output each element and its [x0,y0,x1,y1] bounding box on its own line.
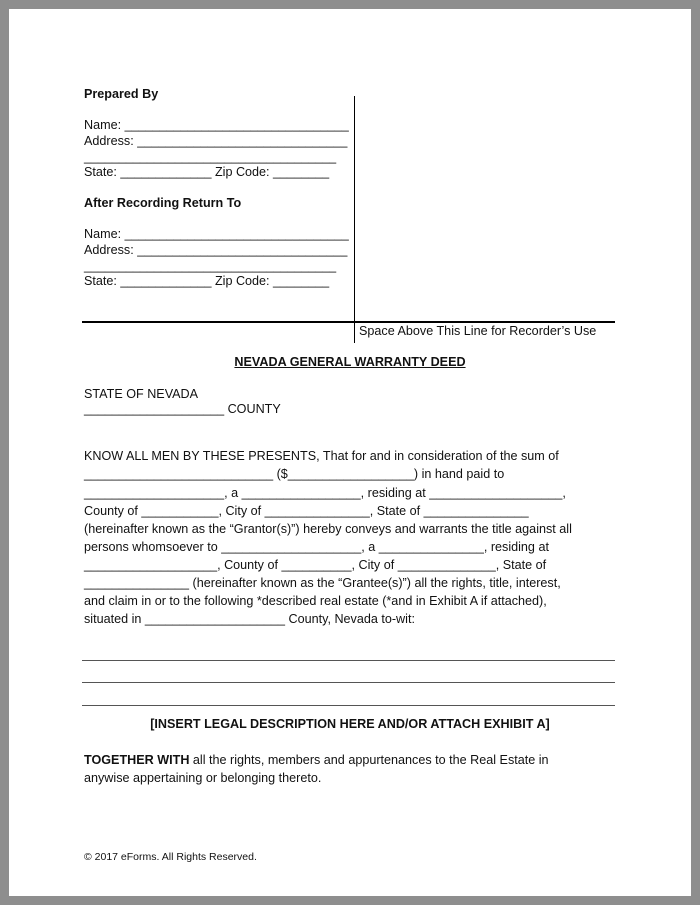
body-line-9: and claim in or to the following *described real estate (*and in Exhibit A if attached), [84,594,547,608]
body-line-5: (hereinafter known as the “Grantor(s)”) hereby conveys and warrants the title against all [84,522,572,536]
body-line-4[interactable]: County of ___________, City of _______________, State of _______________ [84,504,529,518]
return-to-name-field[interactable]: Name: ________________________________ [84,227,349,241]
return-to-address-line2[interactable]: ____________________________________ [84,259,337,273]
return-to-heading: After Recording Return To [84,196,242,210]
body-line-10[interactable]: situated in ____________________ County, Nevada to-wit: [84,612,415,626]
legal-description-line-1[interactable] [82,660,615,661]
legal-description-line-2[interactable] [82,682,615,683]
together-with-label: TOGETHER WITH [84,753,190,767]
together-with-text: all the rights, members and appurtenances to the Real Estate in [189,753,549,767]
legal-description-instruction: [INSERT LEGAL DESCRIPTION HERE AND/OR ATTACH EXHIBIT A] [150,717,550,731]
document-title: NEVADA GENERAL WARRANTY DEED [234,355,466,369]
prepared-by-address-line2[interactable]: ____________________________________ [84,150,337,164]
together-with-line-1 [84,752,549,768]
body-line-2[interactable]: ___________________________ ($__________________) in hand paid to [84,467,505,481]
body-line-1: KNOW ALL MEN BY THESE PRESENTS, That for and in consideration of the sum of [84,449,559,463]
prepared-by-name-field[interactable]: Name: ________________________________ [84,118,349,132]
return-to-state-zip-field[interactable]: State: _____________ Zip Code: ________ [84,274,330,288]
prepared-by-heading: Prepared By [84,87,159,101]
recorder-space-tick [354,321,355,329]
legal-description-line-3[interactable] [82,705,615,706]
prepared-by-state-zip-field[interactable]: State: _____________ Zip Code: ________ [84,165,330,179]
state-of-nevada: STATE OF NEVADA [84,387,199,401]
copyright-footer: © 2017 eForms. All Rights Reserved. [84,851,257,863]
body-line-6[interactable]: persons whomsoever to ____________________, a _______________, residing at [84,540,549,554]
body-line-8[interactable]: _______________ (hereinafter known as the “Grantee(s)”) all the rights, title, interest, [84,576,561,590]
prepared-by-address-field[interactable]: Address: ______________________________ [84,134,348,148]
deed-page [9,9,691,896]
together-with-line-2: anywise appertaining or belonging thereto. [84,771,322,785]
body-line-3[interactable]: ____________________, a _________________, residing at ___________________, [84,486,566,500]
county-field[interactable]: ____________________ COUNTY [84,402,281,416]
recorder-note: Space Above This Line for Recorder’s Use [359,324,597,338]
recorder-space-divider [354,96,355,343]
return-to-address-field[interactable]: Address: ______________________________ [84,243,348,257]
body-line-7[interactable]: ___________________, County of __________, City of ______________, State of [84,558,547,572]
